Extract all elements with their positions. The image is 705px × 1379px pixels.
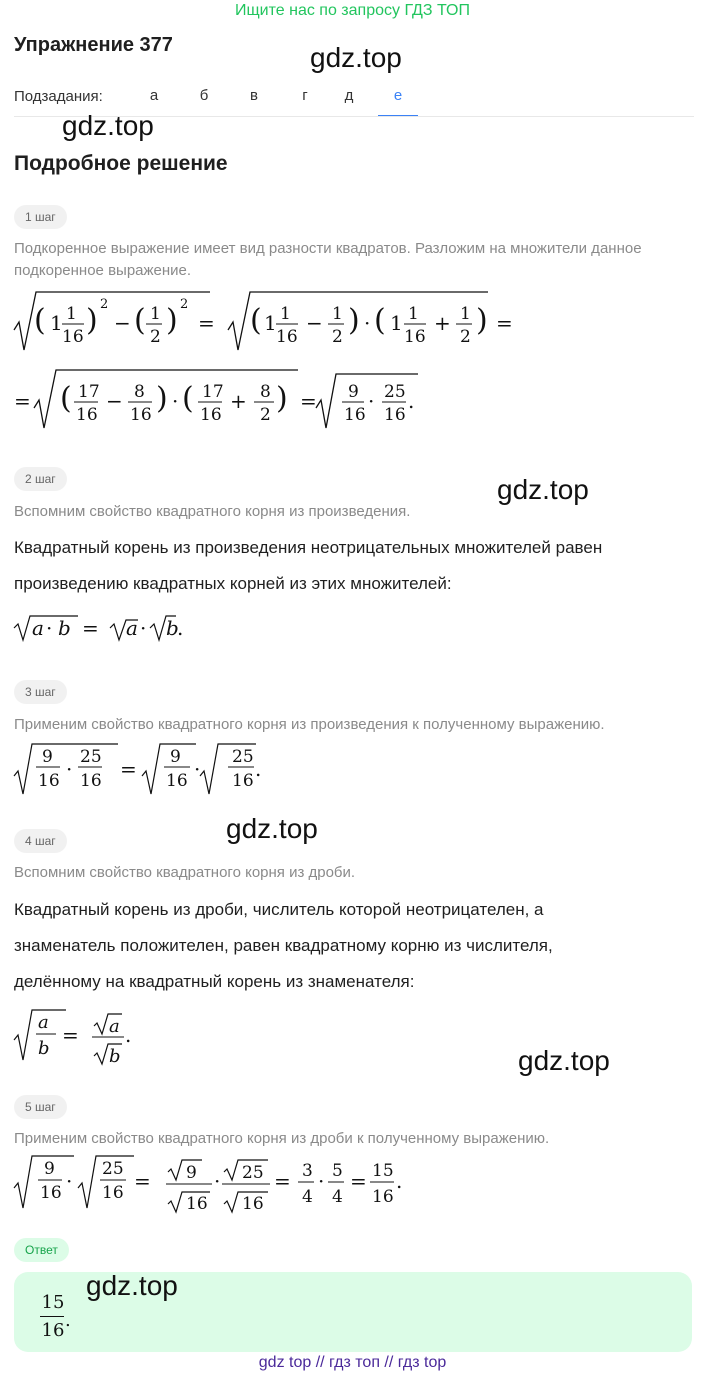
watermark: gdz.top [226, 813, 318, 844]
svg-text:.: . [408, 389, 415, 413]
svg-text:=: = [350, 1169, 367, 1193]
svg-text:=: = [198, 311, 215, 335]
svg-text:4: 4 [332, 1187, 343, 1207]
svg-text:(: ( [182, 381, 194, 416]
svg-text:16: 16 [38, 771, 60, 791]
svg-text:=: = [120, 757, 137, 781]
svg-text:16: 16 [186, 1194, 208, 1214]
svg-text:16: 16 [166, 771, 188, 791]
watermark: gdz.top [310, 42, 402, 73]
svg-text:1: 1 [280, 304, 291, 324]
answer-denominator: 16 [41, 1320, 65, 1341]
svg-text:·: · [66, 757, 73, 781]
watermark: gdz.top [518, 1045, 610, 1076]
svg-text:2: 2 [260, 405, 271, 425]
tab-v[interactable]: в [250, 87, 258, 104]
svg-text:): ) [166, 303, 178, 338]
svg-text:=: = [134, 1169, 151, 1193]
step-hint: Вспомним свойство квадратного корня из дроби. [14, 864, 356, 881]
svg-text:1: 1 [150, 304, 161, 324]
step-hint: Вспомним свойство квадратного корня из произведения. [14, 503, 411, 520]
svg-text:·: · [194, 757, 201, 781]
step-hint: Применим свойство квадратного корня из дроби к полученному выражению. [14, 1130, 550, 1147]
svg-text:.: . [125, 1023, 132, 1047]
svg-text:9: 9 [170, 747, 181, 767]
svg-text:=: = [300, 389, 317, 413]
svg-text:a: a [38, 1012, 49, 1033]
step-badge: 1 шаг [14, 205, 67, 229]
svg-text:2: 2 [100, 297, 109, 312]
svg-text:1: 1 [66, 304, 77, 324]
svg-text:16: 16 [40, 1183, 62, 1203]
svg-text:−: − [114, 311, 131, 335]
svg-text:2: 2 [150, 327, 161, 347]
svg-text:17: 17 [202, 382, 224, 402]
svg-text:16: 16 [232, 771, 254, 791]
svg-text:(: ( [134, 303, 146, 338]
svg-text:·: · [214, 1169, 221, 1193]
svg-text:25: 25 [80, 747, 102, 767]
svg-text:·: · [46, 616, 53, 640]
svg-text:1: 1 [50, 311, 63, 335]
svg-text:+: + [230, 389, 247, 413]
svg-text:1: 1 [408, 304, 419, 324]
svg-text:16: 16 [384, 405, 406, 425]
step-text: произведению квадратных корней из этих множителей: [14, 574, 452, 593]
svg-text:9: 9 [348, 382, 359, 402]
svg-text:16: 16 [404, 327, 426, 347]
answer-badge: Ответ [14, 1238, 69, 1262]
svg-text:): ) [348, 303, 360, 338]
svg-text:16: 16 [372, 1187, 394, 1207]
svg-text:16: 16 [130, 405, 152, 425]
svg-text:=: = [62, 1023, 79, 1047]
svg-text:(: ( [34, 303, 46, 338]
svg-text:): ) [86, 303, 98, 338]
watermark: gdz.top [497, 474, 589, 505]
svg-text:·: · [172, 389, 179, 413]
svg-text:.: . [255, 757, 262, 781]
answer-numerator: 15 [41, 1292, 65, 1313]
svg-text:=: = [496, 311, 513, 335]
tab-g[interactable]: г [302, 87, 308, 104]
step-text: Квадратный корень из дроби, числитель которой неотрицателен, а [14, 900, 544, 919]
svg-text:·: · [364, 311, 371, 335]
svg-text:16: 16 [344, 405, 366, 425]
formula-step5 [10, 1152, 410, 1218]
svg-text:2: 2 [332, 327, 343, 347]
svg-text:9: 9 [186, 1163, 197, 1183]
step-badge: 3 шаг [14, 680, 67, 704]
svg-text:(: ( [60, 381, 72, 416]
svg-text:3: 3 [302, 1161, 313, 1181]
step-hint: Подкоренное выражение имеет вид разности квадратов. Разложим на множители данное подкоренное выражение. [14, 240, 642, 279]
tab-a[interactable]: а [149, 87, 159, 104]
subtasks-label: Подзадания: [14, 88, 103, 105]
svg-text:25: 25 [384, 382, 406, 402]
svg-text:): ) [476, 303, 488, 338]
step-badge: 2 шаг [14, 467, 67, 491]
exercise-title: Упражнение 377 [14, 34, 173, 56]
svg-text:17: 17 [78, 382, 100, 402]
tab-e[interactable]: е [378, 86, 418, 117]
svg-text:9: 9 [42, 747, 53, 767]
svg-text:5: 5 [332, 1161, 343, 1181]
step-badge: 4 шаг [14, 829, 67, 853]
svg-text:.: . [177, 616, 184, 640]
svg-text:): ) [156, 381, 168, 416]
svg-text:8: 8 [260, 382, 271, 402]
svg-text:1: 1 [264, 311, 277, 335]
svg-text:16: 16 [102, 1183, 124, 1203]
svg-text:16: 16 [80, 771, 102, 791]
step-badge: 5 шаг [14, 1095, 67, 1119]
svg-text:1: 1 [332, 304, 343, 324]
step-hint: Применим свойство квадратного корня из произведения к полученному выражению. [14, 716, 605, 733]
svg-text:1: 1 [460, 304, 471, 324]
svg-text:16: 16 [76, 405, 98, 425]
svg-text:b: b [109, 1046, 121, 1067]
svg-text:b: b [58, 616, 71, 640]
svg-text:·: · [368, 389, 375, 413]
footer-links[interactable]: gdz top // гдз топ // гдз top [258, 1354, 447, 1371]
svg-text:16: 16 [200, 405, 222, 425]
svg-text:25: 25 [102, 1159, 124, 1179]
svg-text:25: 25 [232, 747, 254, 767]
svg-text:a: a [109, 1016, 120, 1037]
svg-text:·: · [140, 616, 147, 640]
svg-text:=: = [14, 389, 31, 413]
svg-text:16: 16 [62, 327, 84, 347]
watermark: gdz.top [62, 110, 154, 141]
svg-text:1: 1 [390, 311, 403, 335]
svg-text:b: b [38, 1038, 50, 1059]
svg-text:·: · [318, 1169, 325, 1193]
svg-text:−: − [106, 389, 123, 413]
svg-text:8: 8 [134, 382, 145, 402]
formula-step3 [10, 740, 270, 800]
svg-text:−: − [306, 311, 323, 335]
solution-heading: Подробное решение [14, 152, 228, 175]
formula-step1 [10, 286, 530, 432]
answer-period: . [65, 1310, 71, 1331]
svg-text:15: 15 [372, 1161, 394, 1181]
svg-text:a: a [126, 616, 138, 640]
svg-text:=: = [82, 616, 99, 640]
top-banner[interactable]: Ищите нас по запросу ГДЗ ТОП [235, 2, 470, 19]
watermark: gdz.top [86, 1270, 178, 1301]
svg-text:=: = [274, 1169, 291, 1193]
svg-text:a: a [32, 616, 44, 640]
answer-fraction-bar [40, 1316, 64, 1317]
svg-text:(: ( [374, 303, 386, 338]
svg-text:16: 16 [276, 327, 298, 347]
svg-text:): ) [276, 381, 288, 416]
step-text: делённому на квадратный корень из знаменателя: [14, 972, 415, 991]
svg-text:(: ( [250, 303, 262, 338]
svg-text:2: 2 [180, 297, 189, 312]
step-text: Квадратный корень из произведения неотрицательных множителей равен [14, 538, 603, 557]
svg-text:.: . [396, 1169, 403, 1193]
svg-text:16: 16 [242, 1194, 264, 1214]
svg-text:9: 9 [44, 1159, 55, 1179]
svg-text:25: 25 [242, 1163, 264, 1183]
step-text: знаменатель положителен, равен квадратному корню из числителя, [14, 936, 553, 955]
svg-text:4: 4 [302, 1187, 313, 1207]
svg-text:+: + [434, 311, 451, 335]
tab-d[interactable]: д [344, 87, 354, 104]
svg-text:b: b [166, 616, 179, 640]
formula-fraction-root [10, 1006, 150, 1070]
formula-product-root [10, 608, 210, 648]
svg-text:·: · [66, 1169, 73, 1193]
tab-b[interactable]: б [199, 87, 209, 104]
svg-text:2: 2 [460, 327, 471, 347]
